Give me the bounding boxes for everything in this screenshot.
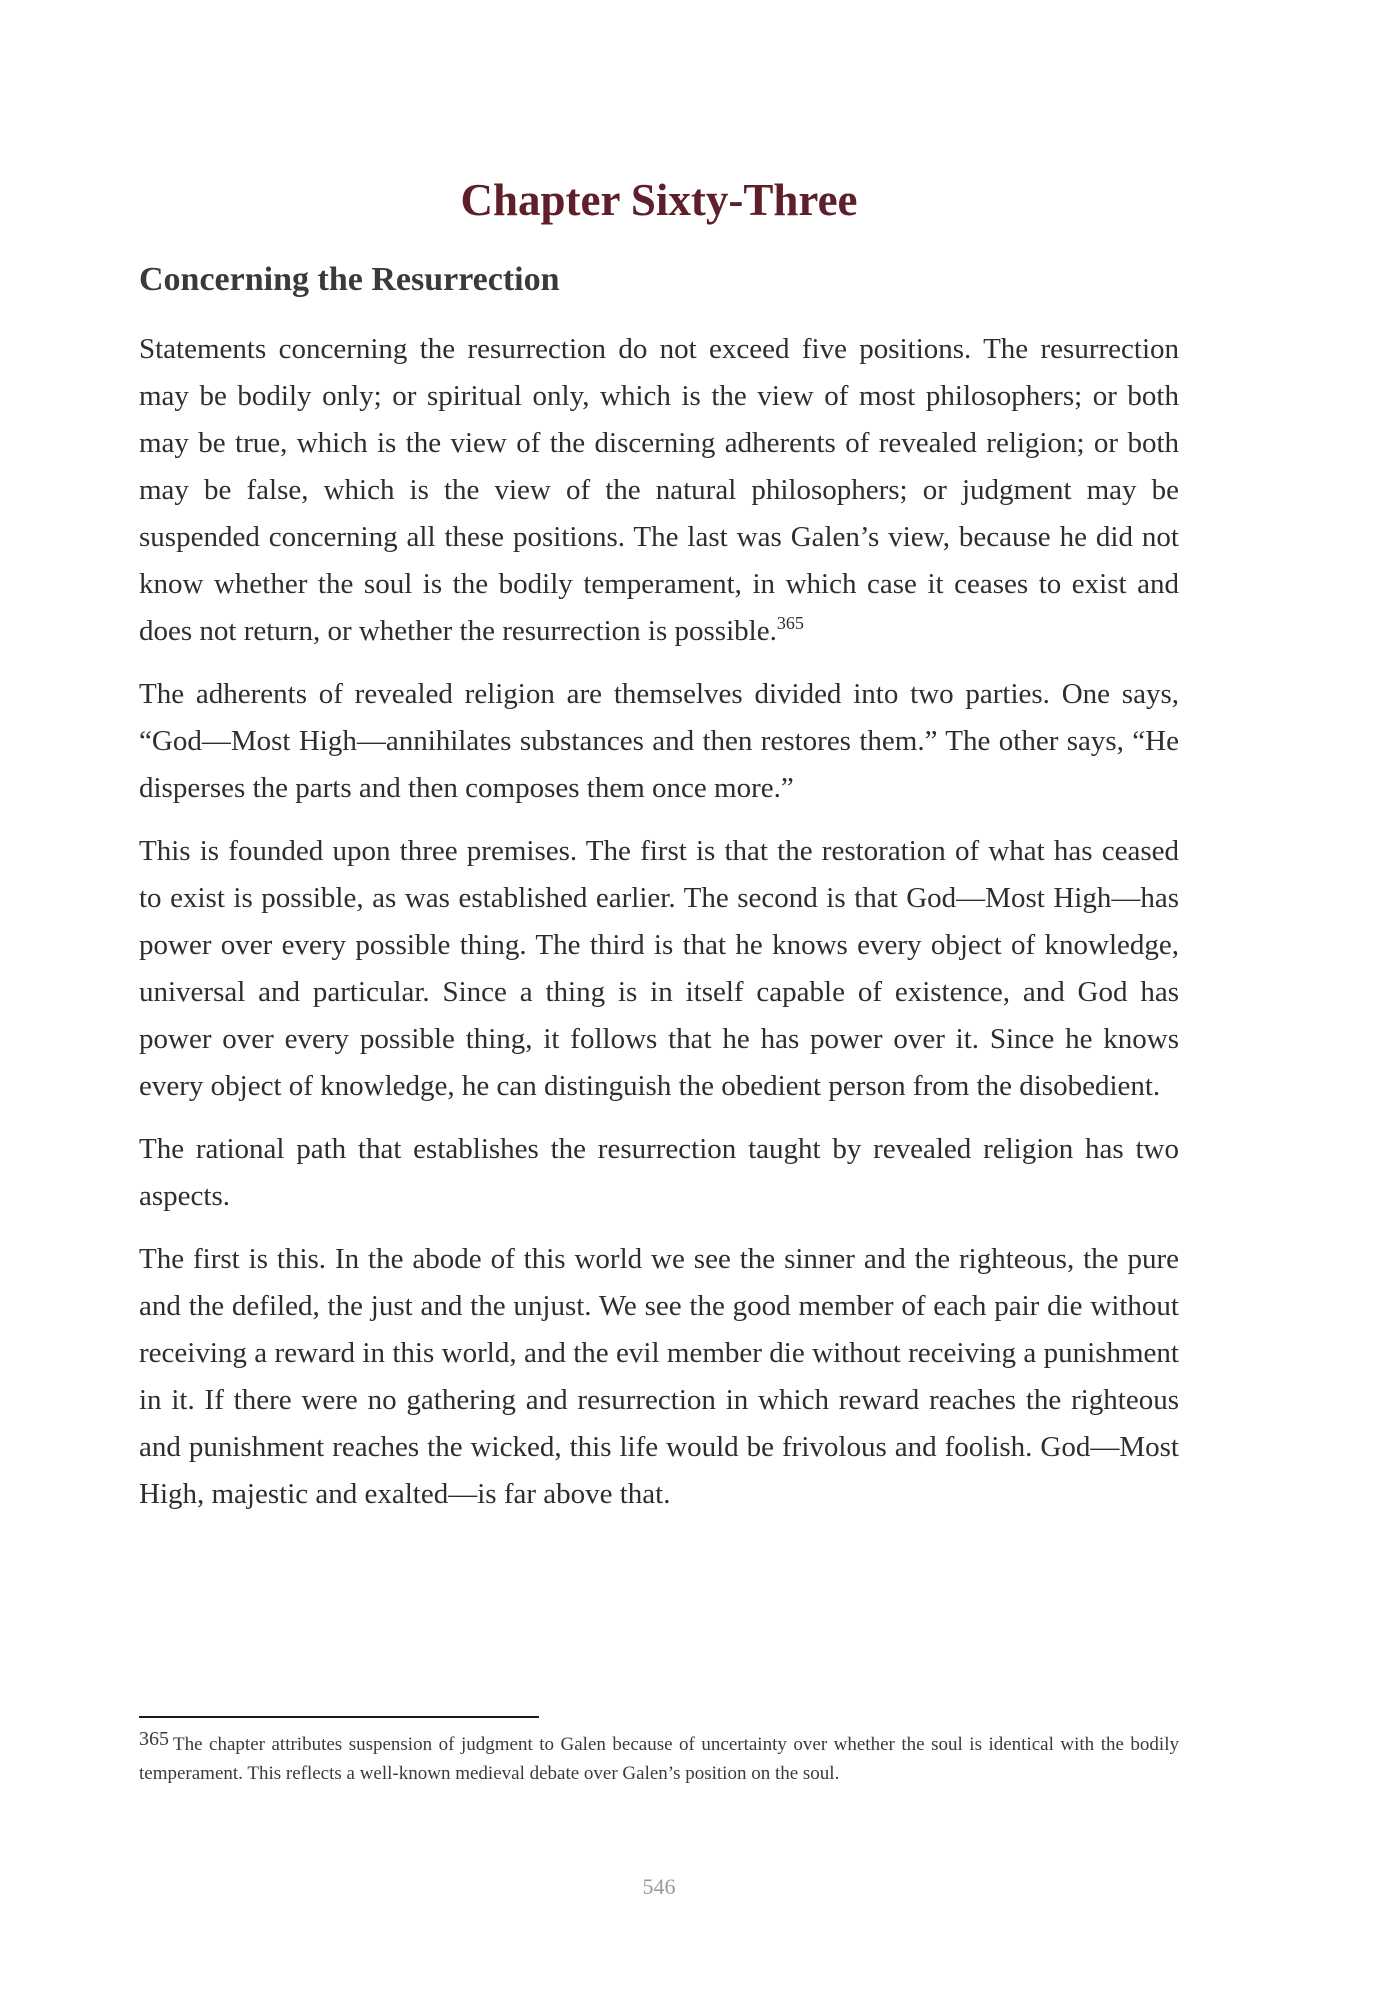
- body-text: [139, 326, 1179, 1534]
- page-number: 546: [642, 1874, 676, 1899]
- footnote: [139, 1730, 1179, 1788]
- footnote-number: 365: [139, 1728, 169, 1750]
- footnote-text: The chapter attributes suspension of judgment to Galen because of uncertainty over whether the soul is identical with the bodily temperament. This reflects a well-known medieval debate over Galen’s position on the soul.: [139, 1734, 1179, 1784]
- footnote-reference[interactable]: 365: [776, 613, 804, 633]
- paragraph: The first is this. In the abode of this world we see the sinner and the righteous, the pure and the defiled, the just and the unjust. We see the good member of each pair die without receiving a reward in this world, and the evil member die without receiving a punishment in it. If there were no gathering and resurrection in which reward reaches the righteous and punishment reaches the wicked, this life would be frivolous and foolish. God—Most High, majestic and exalted—is far above that.: [139, 1243, 1179, 1510]
- book-page: [139, 0, 1179, 2000]
- paragraph-text: Statements concerning the resurrection do not exceed five positions. The resurrection may be bodily only; or spiritual only, which is the view of most philosophers; or both may be true, which is the view of the discerning adherents of revealed religion; or both may be false, which is the view of the natural philosophers; or judgment may be suspended concerning all these positions. The last was Galen’s view, because he did not know whether the soul is the bodily temperament, in which case it ceases to exist and does not return, or whether the resurrection is possible.: [139, 333, 1179, 647]
- paragraph: [139, 326, 1179, 655]
- chapter-title: Chapter Sixty-Three: [460, 175, 858, 225]
- paragraph: This is founded upon three premises. The first is that the restoration of what has ceased to exist is possible, as was established earlier. The second is that God—Most High—has power over every possible thing. The third is that he knows every object of knowledge, universal and particular. Since a thing is in itself capable of existence, and God has power over every possible thing, it follows that he has power over it. Since he knows every object of knowledge, he can distinguish the obedient person from the disobedient.: [139, 835, 1179, 1102]
- section-heading: Concerning the Resurrection: [139, 261, 560, 298]
- paragraph: The rational path that establishes the resurrection taught by revealed religion has two aspects.: [139, 1133, 1179, 1212]
- footnote-divider: [139, 1716, 539, 1718]
- paragraph: The adherents of revealed religion are themselves divided into two parties. One says, “God—Most High—annihilates substances and then restores them.” The other says, “He disperses the parts and then composes them once more.”: [139, 678, 1179, 804]
